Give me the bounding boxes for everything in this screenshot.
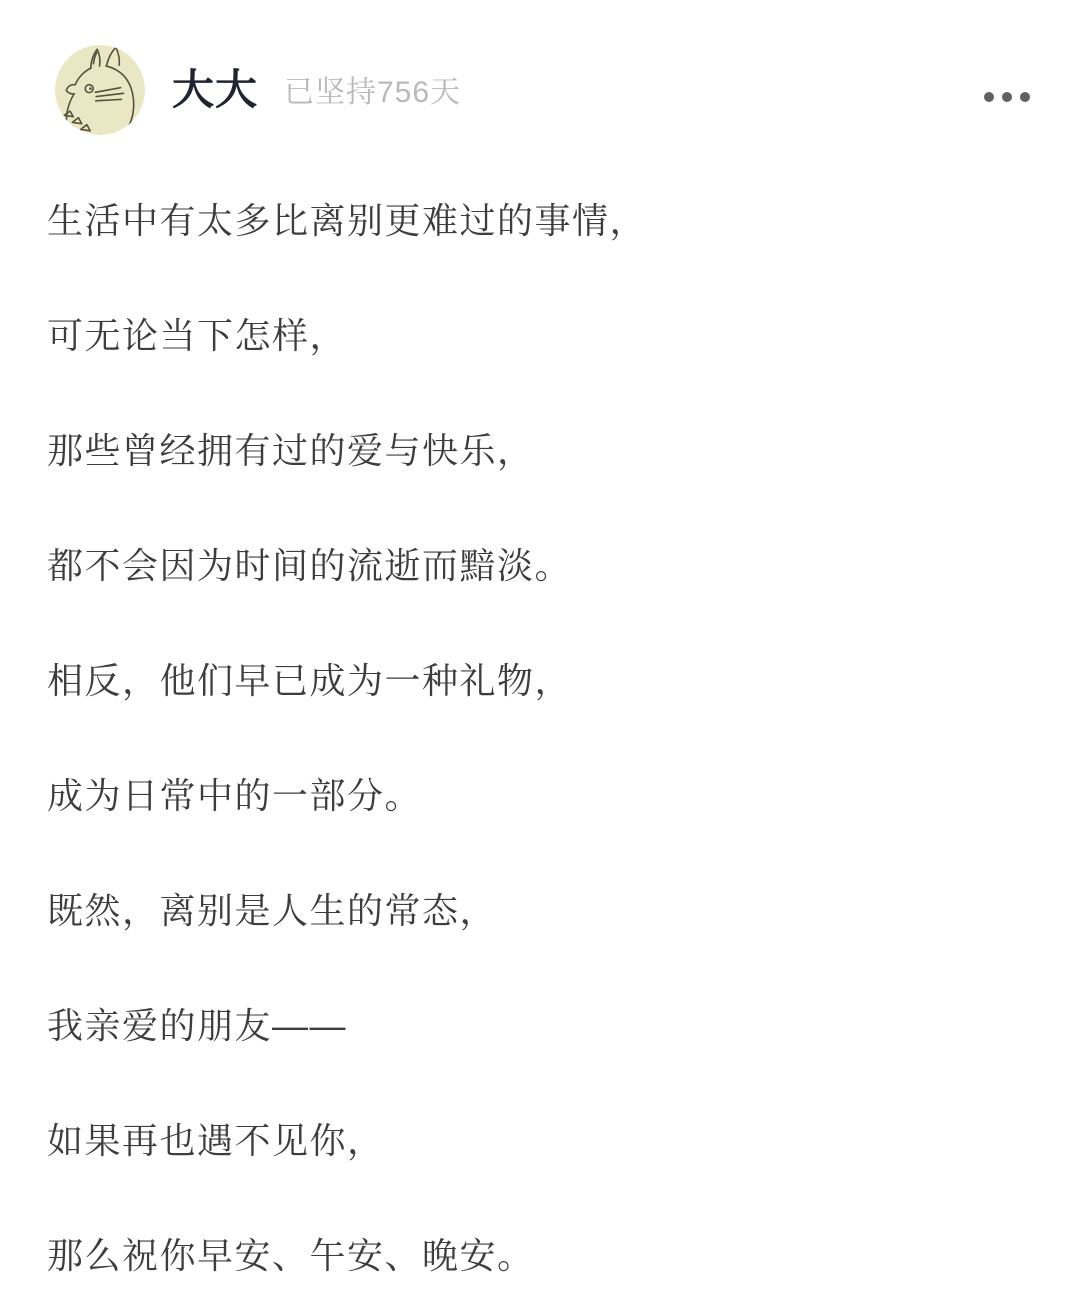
ellipsis-dot [984, 92, 994, 102]
post-paragraph: 生活中有太多比离别更难过的事情， [47, 200, 648, 241]
post-paragraph: 我亲爱的朋友—— [47, 1005, 348, 1046]
post-paragraph: 既然，离别是人生的常态， [47, 890, 498, 931]
post-header [0, 0, 1080, 180]
post-paragraph: 可无论当下怎样， [47, 315, 348, 356]
post-paragraph: 如果再也遇不见你， [47, 1120, 385, 1161]
ellipsis-dot [1002, 92, 1012, 102]
post-paragraph: 那些曾经拥有过的爱与快乐， [47, 430, 535, 471]
post-paragraph: 相反，他们早已成为一种礼物， [47, 660, 573, 701]
totoro-avatar-icon [55, 45, 145, 135]
post-body [47, 200, 1050, 1276]
avatar[interactable] [55, 45, 145, 135]
more-options-icon[interactable] [982, 86, 1032, 108]
post-paragraph: 都不会因为时间的流逝而黯淡。 [47, 545, 573, 586]
username[interactable]: 大大 [172, 66, 259, 113]
streak-days-label: 已坚持756天 [284, 76, 462, 109]
post-paragraph: 那么祝你早安、午安、晚安。 [47, 1235, 535, 1276]
ellipsis-dot [1020, 92, 1030, 102]
post-paragraph: 成为日常中的一部分。 [47, 775, 423, 816]
